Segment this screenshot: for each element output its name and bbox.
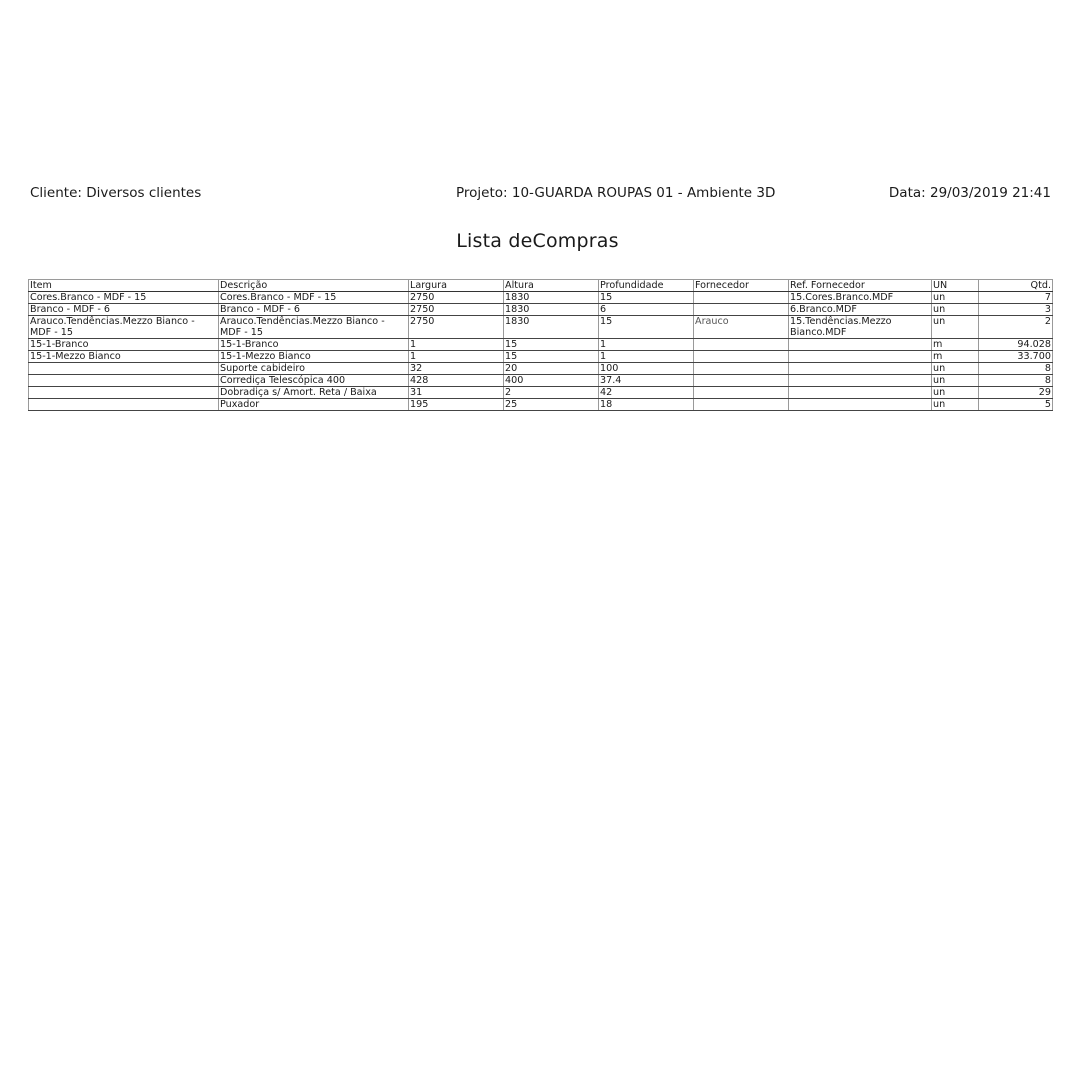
cell-altura: 2 — [504, 387, 599, 399]
column-header-qtd: Qtd. — [979, 280, 1053, 292]
cell-largura: 428 — [409, 375, 504, 387]
cell-qtd: 7 — [979, 292, 1053, 304]
cell-descricao: Corrediça Telescópica 400 — [219, 375, 409, 387]
cell-qtd: 8 — [979, 375, 1053, 387]
project-label: Projeto: 10-GUARDA ROUPAS 01 - Ambiente 3D — [456, 185, 776, 201]
cell-item — [29, 375, 219, 387]
cell-profundidade: 15 — [599, 292, 694, 304]
cell-descricao: Arauco.Tendências.Mezzo Bianco - MDF - 15 — [219, 316, 409, 339]
column-header-altura: Altura — [504, 280, 599, 292]
cell-largura: 2750 — [409, 316, 504, 339]
cell-fornecedor — [694, 387, 789, 399]
cell-profundidade: 1 — [599, 351, 694, 363]
table-row — [29, 387, 1053, 399]
shopping-list-table — [28, 279, 1053, 411]
table-row — [29, 399, 1053, 411]
cell-fornecedor: Arauco — [694, 316, 789, 339]
cell-fornecedor — [694, 292, 789, 304]
cell-descricao: 15-1-Mezzo Bianco — [219, 351, 409, 363]
column-header-descricao: Descrição — [219, 280, 409, 292]
cell-profundidade: 18 — [599, 399, 694, 411]
cell-qtd: 29 — [979, 387, 1053, 399]
cell-profundidade: 1 — [599, 339, 694, 351]
cell-altura: 20 — [504, 363, 599, 375]
cell-qtd: 8 — [979, 363, 1053, 375]
cell-un: un — [932, 375, 979, 387]
cell-item: Branco - MDF - 6 — [29, 304, 219, 316]
cell-largura: 2750 — [409, 304, 504, 316]
client-label: Cliente: Diversos clientes — [30, 185, 202, 201]
cell-item: Cores.Branco - MDF - 15 — [29, 292, 219, 304]
report-header — [30, 185, 1051, 203]
table-row — [29, 304, 1053, 316]
cell-ref-fornecedor: 6.Branco.MDF — [789, 304, 932, 316]
table-row — [29, 316, 1053, 339]
cell-un: m — [932, 351, 979, 363]
cell-qtd: 94.028 — [979, 339, 1053, 351]
cell-item: Arauco.Tendências.Mezzo Bianco - MDF - 15 — [29, 316, 219, 339]
cell-un: un — [932, 304, 979, 316]
cell-qtd: 33.700 — [979, 351, 1053, 363]
cell-fornecedor — [694, 375, 789, 387]
cell-profundidade: 15 — [599, 316, 694, 339]
cell-un: un — [932, 292, 979, 304]
cell-descricao: Branco - MDF - 6 — [219, 304, 409, 316]
cell-largura: 195 — [409, 399, 504, 411]
cell-fornecedor — [694, 399, 789, 411]
page-title: Lista deCompras — [456, 230, 619, 252]
table-header-row — [29, 280, 1053, 292]
cell-altura: 1830 — [504, 292, 599, 304]
cell-largura: 1 — [409, 351, 504, 363]
cell-descricao: Puxador — [219, 399, 409, 411]
cell-altura: 15 — [504, 339, 599, 351]
cell-profundidade: 37.4 — [599, 375, 694, 387]
cell-ref-fornecedor — [789, 351, 932, 363]
table-row — [29, 363, 1053, 375]
cell-ref-fornecedor — [789, 399, 932, 411]
cell-profundidade: 6 — [599, 304, 694, 316]
cell-item: 15-1-Branco — [29, 339, 219, 351]
cell-altura: 1830 — [504, 304, 599, 316]
cell-largura: 32 — [409, 363, 504, 375]
cell-un: un — [932, 399, 979, 411]
cell-descricao: 15-1-Branco — [219, 339, 409, 351]
cell-altura: 15 — [504, 351, 599, 363]
cell-profundidade: 42 — [599, 387, 694, 399]
cell-altura: 25 — [504, 399, 599, 411]
table-row — [29, 375, 1053, 387]
cell-descricao: Cores.Branco - MDF - 15 — [219, 292, 409, 304]
cell-ref-fornecedor — [789, 339, 932, 351]
cell-un: un — [932, 387, 979, 399]
cell-fornecedor — [694, 351, 789, 363]
cell-fornecedor — [694, 363, 789, 375]
table-row — [29, 292, 1053, 304]
cell-item — [29, 363, 219, 375]
cell-largura: 31 — [409, 387, 504, 399]
column-header-profundidade: Profundidade — [599, 280, 694, 292]
cell-qtd: 3 — [979, 304, 1053, 316]
cell-ref-fornecedor — [789, 363, 932, 375]
cell-fornecedor — [694, 339, 789, 351]
cell-un: m — [932, 339, 979, 351]
cell-altura: 1830 — [504, 316, 599, 339]
cell-descricao: Dobradiça s/ Amort. Reta / Baixa — [219, 387, 409, 399]
date-label: Data: 29/03/2019 21:41 — [888, 185, 1051, 201]
column-header-ref-fornecedor: Ref. Fornecedor — [789, 280, 932, 292]
cell-descricao: Suporte cabideiro — [219, 363, 409, 375]
cell-item: 15-1-Mezzo Bianco — [29, 351, 219, 363]
table-row — [29, 339, 1053, 351]
cell-largura: 2750 — [409, 292, 504, 304]
table-row — [29, 351, 1053, 363]
cell-ref-fornecedor — [789, 387, 932, 399]
cell-ref-fornecedor — [789, 375, 932, 387]
column-header-item: Item — [29, 280, 219, 292]
column-header-largura: Largura — [409, 280, 504, 292]
cell-qtd: 5 — [979, 399, 1053, 411]
column-header-fornecedor: Fornecedor — [694, 280, 789, 292]
cell-ref-fornecedor: 15.Tendências.Mezzo Bianco.MDF — [789, 316, 932, 339]
cell-un: un — [932, 316, 979, 339]
cell-un: un — [932, 363, 979, 375]
cell-item — [29, 387, 219, 399]
cell-ref-fornecedor: 15.Cores.Branco.MDF — [789, 292, 932, 304]
cell-altura: 400 — [504, 375, 599, 387]
column-header-un: UN — [932, 280, 979, 292]
cell-profundidade: 100 — [599, 363, 694, 375]
cell-largura: 1 — [409, 339, 504, 351]
cell-item — [29, 399, 219, 411]
cell-qtd: 2 — [979, 316, 1053, 339]
cell-fornecedor — [694, 304, 789, 316]
